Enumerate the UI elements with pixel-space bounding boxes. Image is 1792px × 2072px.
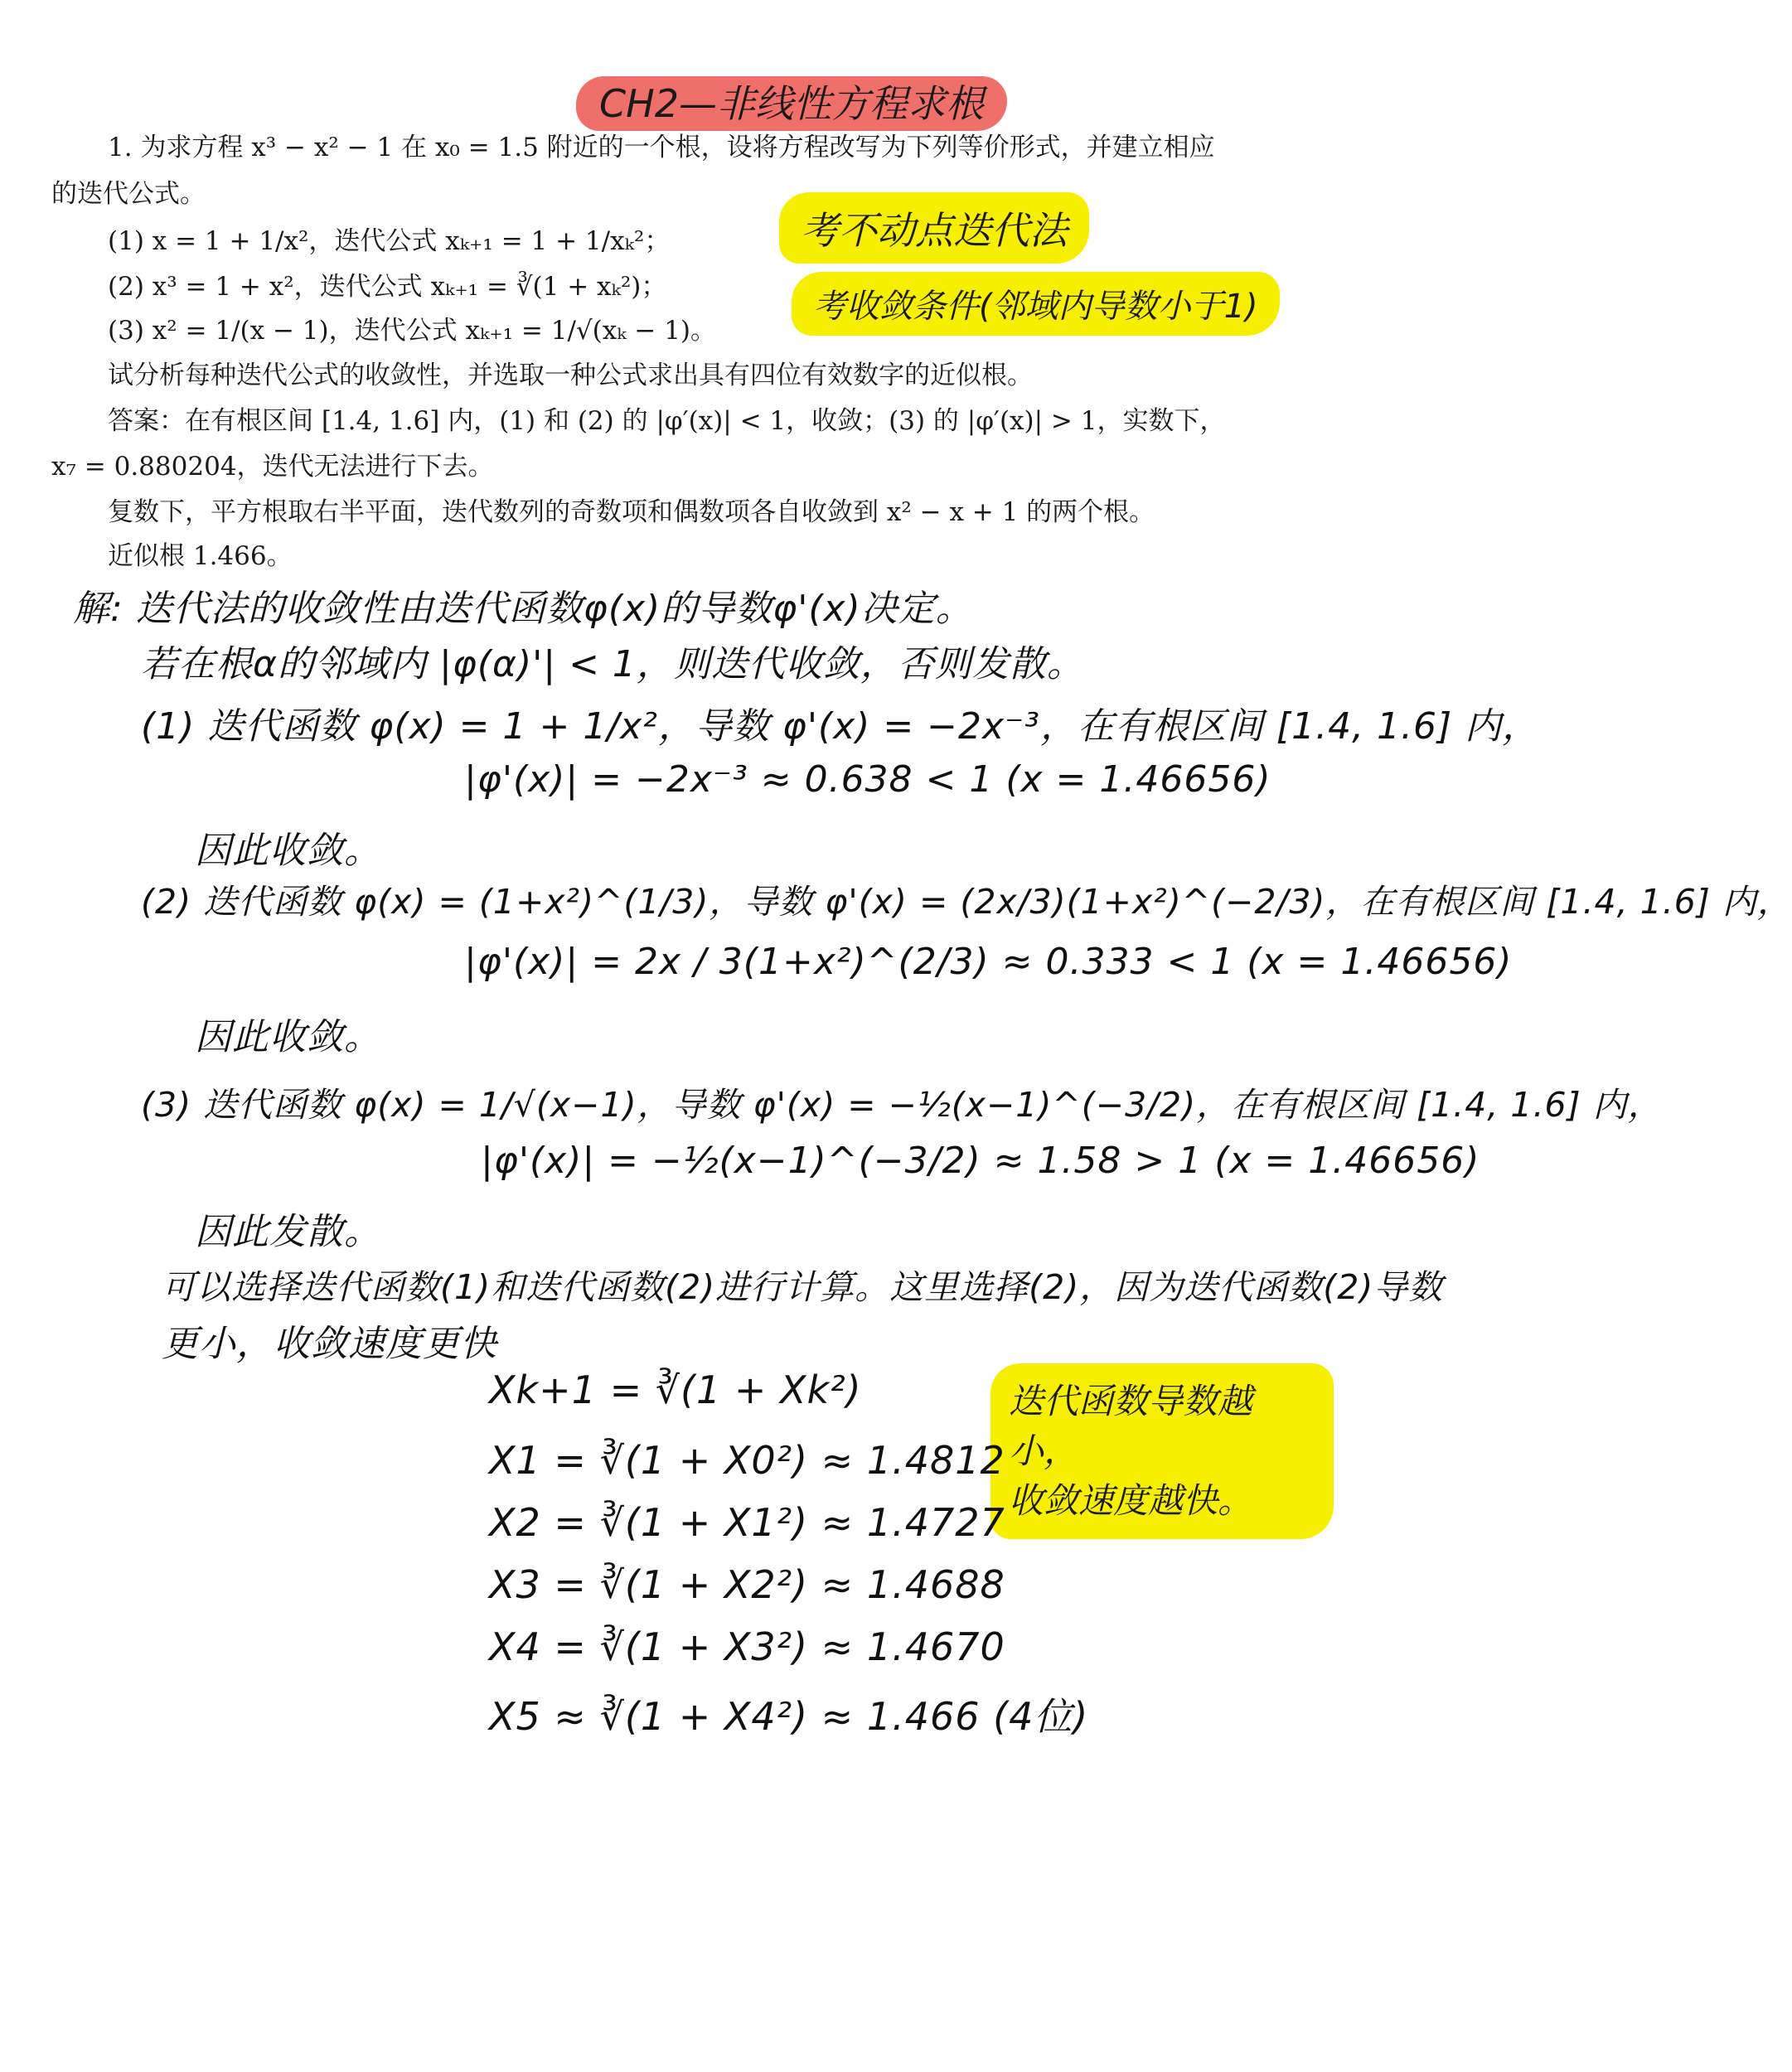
solution-intro: 解: 迭代法的收敛性由迭代函数φ(x)的导数φ'(x)决定。: [73, 588, 973, 630]
answer-line-4: 近似根 1.466。: [108, 541, 293, 571]
highlight-derivative-note-line-1: 迭代函数导数越小，: [1009, 1381, 1253, 1471]
solution-choice: 可以选择迭代函数(1)和迭代函数(2)进行计算。这里选择(2)，因为迭代函数(2)导数: [162, 1267, 1444, 1307]
solution-condition: 若在根α的邻域内 |φ(α)'| < 1，则迭代收敛，否则发散。: [141, 643, 1084, 685]
problem-task: 试分析每种迭代公式的收敛性，并选取一种公式求出具有四位有效数字的近似根。: [108, 361, 1033, 390]
highlight-fixed-point: 考不动点迭代法: [779, 192, 1089, 264]
iteration-formula: Xk+1 = ∛(1 + Xk²): [489, 1368, 862, 1412]
problem-item-1: (1) x = 1 + 1/x²，迭代公式 xₖ₊₁ = 1 + 1/xₖ²；: [108, 226, 671, 256]
solution-case-2-result: 因此收敛。: [195, 1016, 381, 1058]
iteration-x4: X4 = ∛(1 + X3²) ≈ 1.4670: [489, 1624, 1005, 1669]
solution-case-1-calc: |φ'(x)| = −2x⁻³ ≈ 0.638 < 1 (x = 1.46656): [464, 758, 1271, 801]
solution-choice-reason: 更小，收敛速度更快: [162, 1323, 497, 1365]
solution-case-3: (3) 迭代函数 φ(x) = 1/√(x−1)，导数 φ'(x) = −½(x−1)^(−3/2)，在有根区间 [1.4, 1.6] 内，: [141, 1085, 1663, 1125]
highlight-derivative-note-line-2: 收敛速度越快。: [1009, 1480, 1253, 1521]
page-title: CH2—非线性方程求根: [576, 76, 1007, 131]
answer-line-1: 答案：在有根区间 [1.4, 1.6] 内，(1) 和 (2) 的 |φ′(x)| < 1，收敛；(3) 的 |φ′(x)| > 1，实数下，: [108, 406, 1226, 436]
answer-line-2: x₇ = 0.880204，迭代无法进行下去。: [51, 452, 494, 482]
problem-item-2: (2) x³ = 1 + x²，迭代公式 xₖ₊₁ = ∛(1 + xₖ²)；: [108, 272, 667, 302]
solution-case-2: (2) 迭代函数 φ(x) = (1+x²)^(1/3)，导数 φ'(x) = (2x/3)(1+x²)^(−2/3)，在有根区间 [1.4, 1.6] 内，: [141, 882, 1792, 922]
solution-case-3-result: 因此发散。: [195, 1211, 381, 1253]
solution-case-1-result: 因此收敛。: [195, 830, 381, 872]
iteration-x5: X5 ≈ ∛(1 + X4²) ≈ 1.466 (4位): [489, 1694, 1089, 1739]
solution-case-3-calc: |φ'(x)| = −½(x−1)^(−3/2) ≈ 1.58 > 1 (x = 1.46656): [481, 1140, 1480, 1182]
iteration-x2: X2 = ∛(1 + X1²) ≈ 1.4727: [489, 1500, 1005, 1545]
highlight-convergence-condition: 考收敛条件(邻域内导数小于1): [792, 272, 1280, 336]
solution-case-2-calc: |φ'(x)| = 2x / 3(1+x²)^(2/3) ≈ 0.333 < 1 (x = 1.46656): [464, 941, 1513, 983]
problem-item-3: (3) x² = 1/(x − 1)，迭代公式 xₖ₊₁ = 1/√(xₖ − 1)。: [108, 316, 717, 346]
iteration-x3: X3 = ∛(1 + X2²) ≈ 1.4688: [489, 1562, 1005, 1607]
problem-line-1: 1. 为求方程 x³ − x² − 1 在 x₀ = 1.5 附近的一个根，设将方程改写为下列等价形式，并建立相应: [108, 133, 1215, 162]
highlight-derivative-note: [990, 1363, 1334, 1539]
answer-line-3: 复数下，平方根取右半平面，迭代数列的奇数项和偶数项各自收敛到 x² − x + 1 的两个根。: [108, 497, 1155, 527]
solution-case-1: (1) 迭代函数 φ(x) = 1 + 1/x²，导数 φ'(x) = −2x⁻³，在有根区间 [1.4, 1.6] 内，: [141, 705, 1540, 748]
problem-line-2: 的迭代公式。: [51, 179, 206, 209]
iteration-x1: X1 = ∛(1 + X0²) ≈ 1.4812: [489, 1438, 1005, 1483]
